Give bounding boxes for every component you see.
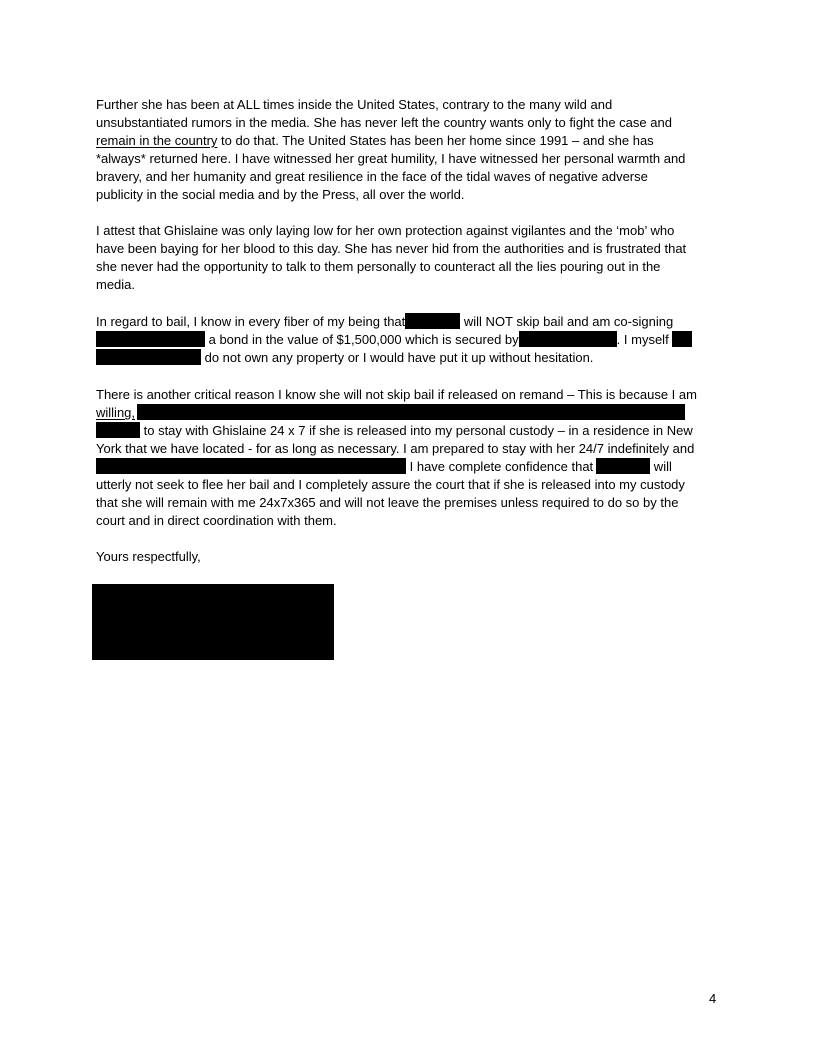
page-number: 4 (709, 991, 717, 1006)
paragraph-3-line-2-a: a bond in the value of $1,500,000 which is secured by (205, 332, 519, 347)
redaction-bar (596, 458, 650, 474)
paragraph-3-line-1-a: In regard to bail, I know in every fiber of my being that (96, 314, 406, 329)
paragraph-4-line-8: court and in direct coordination with them. (96, 513, 337, 528)
paragraph-4-line-2-text: willing, (96, 405, 136, 420)
redaction-bar (405, 313, 460, 329)
paragraph-1-line-2: unsubstantiated rumors in the media. She has never left the country wants only to fight the case and (96, 115, 672, 130)
paragraph-1-line-6: publicity in the social media and by the Press, all over the world. (96, 187, 465, 202)
signature-redaction (92, 584, 334, 660)
paragraph-1-line-4: *always* returned here. I have witnessed her great humility, I have witnessed her personal warmth and (96, 151, 686, 166)
paragraph-1-line-1: Further she has been at ALL times inside the United States, contrary to the many wild and (96, 97, 613, 112)
redaction-bar (96, 422, 140, 438)
redaction-bar (672, 331, 692, 347)
paragraph-4-line-7: that she will remain with me 24x7x365 and will not leave the premises unless required to do so by the (96, 495, 679, 510)
paragraph-3-line-3-text: do not own any property or I would have put it up without hesitation. (201, 350, 594, 365)
paragraph-4-line-4: York that we have located - for as long as necessary. I am prepared to stay with her 24/7 indefinitely and (96, 441, 695, 456)
redaction-bar (96, 458, 406, 474)
paragraph-1-line-3 (96, 132, 654, 149)
paragraph-4-line-3 (96, 422, 693, 439)
paragraph-4-line-2 (96, 404, 685, 421)
paragraph-4-line-1: There is another critical reason I know she will not skip bail if released on remand – This is because I am (96, 387, 697, 402)
paragraph-2-line-3: she never had the opportunity to talk to them personally to counteract all the lies pouring out in the (96, 259, 661, 274)
paragraph-3-line-2-b: . I myself (616, 332, 669, 347)
paragraph-1-line-3-rest: to do that. The United States has been her home since 1991 – and she has (217, 133, 654, 148)
paragraph-1-line-5: bravery, and her humanity and great resilience in the face of the tidal waves of negative adverse (96, 169, 648, 184)
redaction-bar (519, 331, 617, 347)
paragraph-4-line-3-text: to stay with Ghislaine 24 x 7 if she is released into my personal custody – in a residence in New (140, 423, 693, 438)
redaction-bar (137, 404, 685, 420)
redaction-bar (96, 349, 201, 365)
paragraph-3-line-1 (96, 313, 673, 330)
paragraph-4-line-6: utterly not seek to flee her bail and I completely assure the court that if she is released into my custody (96, 477, 685, 492)
paragraph-3-line-2 (96, 331, 692, 348)
paragraph-3-line-1-b: will NOT skip bail and am co-signing (460, 314, 674, 329)
paragraph-2-line-2: have been baying for her blood to this day. She has never hid from the authorities and is frustrated that (96, 241, 687, 256)
paragraph-2-line-1: I attest that Ghislaine was only laying low for her own protection against vigilantes and the ‘mob’ who (96, 223, 675, 238)
paragraph-4-line-5-b: will (650, 459, 672, 474)
underlined-phrase: remain in the country (96, 133, 218, 148)
paragraph-2-line-4: media. (96, 277, 136, 292)
paragraph-3-line-3 (96, 349, 593, 366)
closing-salutation: Yours respectfully, (96, 549, 201, 564)
redaction-bar (96, 331, 205, 347)
paragraph-4-line-5 (96, 458, 672, 475)
paragraph-4-line-5-a: I have complete confidence that (406, 459, 594, 474)
